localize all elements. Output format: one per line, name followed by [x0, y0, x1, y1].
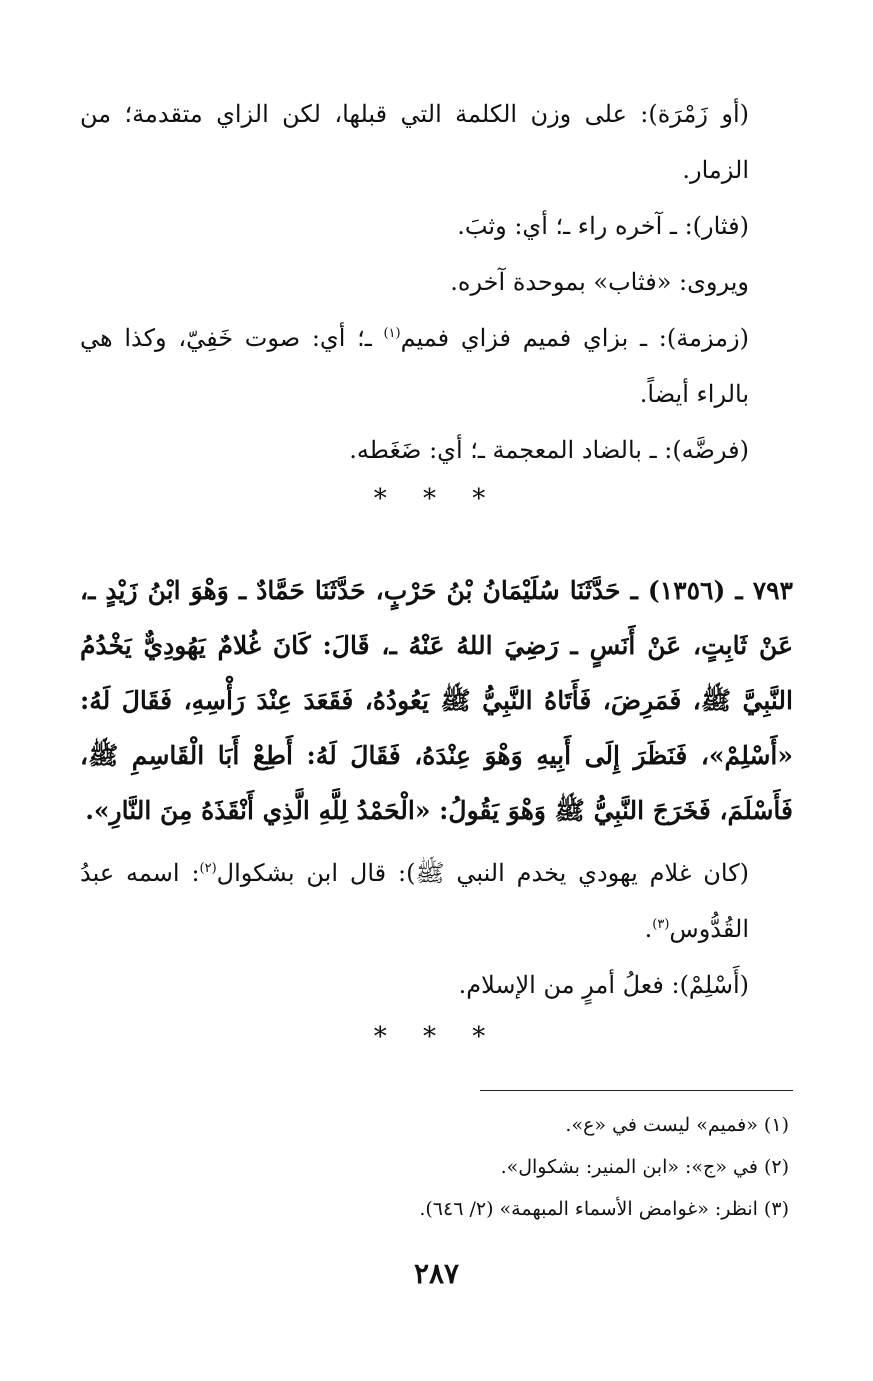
page-number: ٢٨٧	[413, 1257, 460, 1290]
commentary-paragraph: (أَسْلِمْ): فعلُ أمرٍ من الإسلام.	[458, 971, 749, 999]
footnote-ref[interactable]: (٣)	[652, 917, 670, 932]
section-separator: * * *	[373, 1022, 500, 1052]
footnotes	[80, 1104, 793, 1230]
footnote-ref[interactable]: (١)	[383, 326, 401, 341]
footnote-ref[interactable]: (٢)	[199, 861, 217, 876]
commentary-paragraph	[80, 310, 793, 422]
footnote-item: (٣) انظر: «غوامض الأسماء المبهمة» (٢/ ٦٤٦).	[419, 1198, 789, 1220]
commentary-paragraph	[80, 845, 793, 957]
paragraph-text: .	[644, 915, 653, 943]
hadith-text-block	[80, 563, 793, 838]
commentary-section-1	[80, 86, 793, 478]
paragraph-text: : اسمه عبدُ القُدُّوس	[80, 859, 749, 943]
commentary-paragraph: (أو زَمْرَة): على وزن الكلمة التي قبلها، لكن الزاي متقدمة؛ من الزمار.	[80, 100, 749, 184]
commentary-paragraph: (فرضَّه): ـ بالضاد المعجمة ـ؛ أي: ضَغَطه.	[349, 436, 749, 464]
footnote-item: (٢) في «ج»: «ابن المنير: بشكوال».	[500, 1156, 789, 1178]
hadith-text: ٧٩٣ ـ (١٣٥٦) ـ حَدَّثَنَا سُلَيْمَانُ بْنُ حَرْبٍ، حَدَّثَنَا حَمَّادٌ ـ وَهْوَ ابْنُ زَيْدٍ ـ، عَنْ ثَابِتٍ، عَنْ أَنَسٍ ـ رَضِيَ اللهُ عَنْهُ ـ، قَالَ: كَانَ غُلامٌ يَهُودِيٌّ يَخْدُمُ النَّبِيَّ ﷺ، فَمَرِضَ، فَأَتَاهُ النَّبِيُّ ﷺ يَعُودُهُ، فَقَعَدَ عِنْدَ رَأْسِهِ، فَقَالَ لَهُ: «أَسْلِمْ»، فَنَظَرَ إِلَى أَبِيهِ وَهْوَ عِنْدَهُ، فَقَالَ لَهُ: أَطِعْ أَبَا الْقَاسِمِ ﷺ، فَأَسْلَمَ، فَخَرَجَ النَّبِيُّ ﷺ وَهْوَ يَقُولُ: «الْحَمْدُ لِلَّهِ الَّذِي أَنْقَذَهُ مِنَ النَّارِ».	[80, 576, 793, 825]
paragraph-text: ـ؛ أي: صوت خَفِيّ، وكذا هي بالراء أيضاً.	[80, 324, 749, 408]
commentary-paragraph: (فثار): ـ آخره راء ـ؛ أي: وثبَ.	[457, 212, 749, 240]
footnote-divider	[480, 1090, 793, 1091]
section-separator: * * *	[373, 484, 500, 514]
commentary-paragraph: ويروى: «فثاب» بموحدة آخره.	[450, 268, 749, 296]
paragraph-text: (زمزمة): ـ بزاي فميم فزاي فميم	[400, 324, 749, 352]
commentary-section-2	[80, 845, 793, 1013]
paragraph-text: (كان غلام يهودي يخدم النبي ﷺ): قال ابن بشكوال	[216, 859, 749, 887]
footnote-item: (١) «فميم» ليست في «ع».	[565, 1114, 789, 1136]
